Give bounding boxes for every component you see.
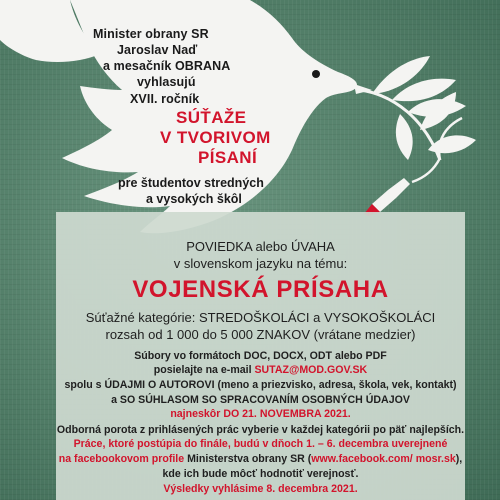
- facebook-prefix: na facebookovom profile: [58, 453, 188, 465]
- deadline-prefix: najneskôr: [170, 408, 224, 420]
- facebook-name: Ministerstva obrany SR (: [187, 453, 312, 465]
- language-line: v slovenskom jazyku na tému:: [173, 256, 348, 271]
- audience-line-2: a vysokých škôl: [146, 192, 242, 206]
- facebook-suffix: ),: [455, 453, 463, 465]
- send-line: [56, 364, 465, 377]
- intro-line-3: a mesačník OBRANA: [103, 59, 231, 73]
- jury-line: Odborná porota z prihlásených prác vyberie v každej kategórii po päť najlepších.: [56, 424, 465, 436]
- deadline-line: [56, 408, 465, 421]
- finals-line: Práce, ktoré postúpia do finále, budú v dňoch 1. – 6. decembra uverejnené: [73, 438, 448, 450]
- consent-line: a SO SÚHLASOM SO SPRACOVANÍM OSOBNÝCH ÚDAJOV: [111, 394, 410, 406]
- pen-nib-icon: [364, 178, 410, 216]
- deadline-date: DO 21. NOVEMBRA 2021: [223, 408, 348, 420]
- contest-title-line-2: V TVORIVOM: [160, 128, 271, 147]
- contest-title-line-3: PÍSANÍ: [198, 148, 258, 167]
- categories-line: Súťažné kategórie: STREDOŠKOLÁCI a VYSOKOŠKOLÁCI: [85, 310, 436, 325]
- intro-line-5: XVII. ročník: [130, 92, 200, 106]
- deadline-suffix: .: [347, 408, 351, 420]
- dove-eye: [312, 70, 320, 78]
- olive-branch-icon: [360, 56, 476, 182]
- facebook-url-link[interactable]: www.facebook.com/ mosr.sk: [311, 453, 456, 465]
- length-line: rozsah od 1 000 do 5 000 ZNAKOV (vrátane medzier): [105, 327, 416, 342]
- intro-line-4: vyhlasujú: [137, 75, 196, 89]
- facebook-line: [56, 453, 465, 466]
- intro-line-1: Minister obrany SR: [93, 27, 209, 41]
- public-vote-line: kde ich bude môcť hodnotiť verejnosť.: [162, 468, 359, 480]
- theme-title: VOJENSKÁ PRÍSAHA: [132, 276, 389, 303]
- audience-line-1: pre študentov stredných: [118, 176, 264, 190]
- genre-line: POVIEDKA alebo ÚVAHA: [186, 239, 335, 254]
- email-link[interactable]: SUTAZ@MOD.GOV.SK: [254, 364, 368, 376]
- results-line: Výsledky vyhlásime 8. decembra 2021.: [163, 483, 358, 495]
- send-prefix: posielajte na e-mail: [153, 364, 255, 376]
- author-info-line: spolu s ÚDAJMI O AUTOROVI (meno a priezvisko, adresa, škola, vek, kontakt): [64, 379, 457, 391]
- intro-line-2: Jaroslav Naď: [117, 43, 198, 57]
- formats-line: Súbory vo formátoch DOC, DOCX, ODT alebo PDF: [134, 350, 387, 362]
- contest-title-line-1: SÚŤAŽE: [176, 108, 247, 127]
